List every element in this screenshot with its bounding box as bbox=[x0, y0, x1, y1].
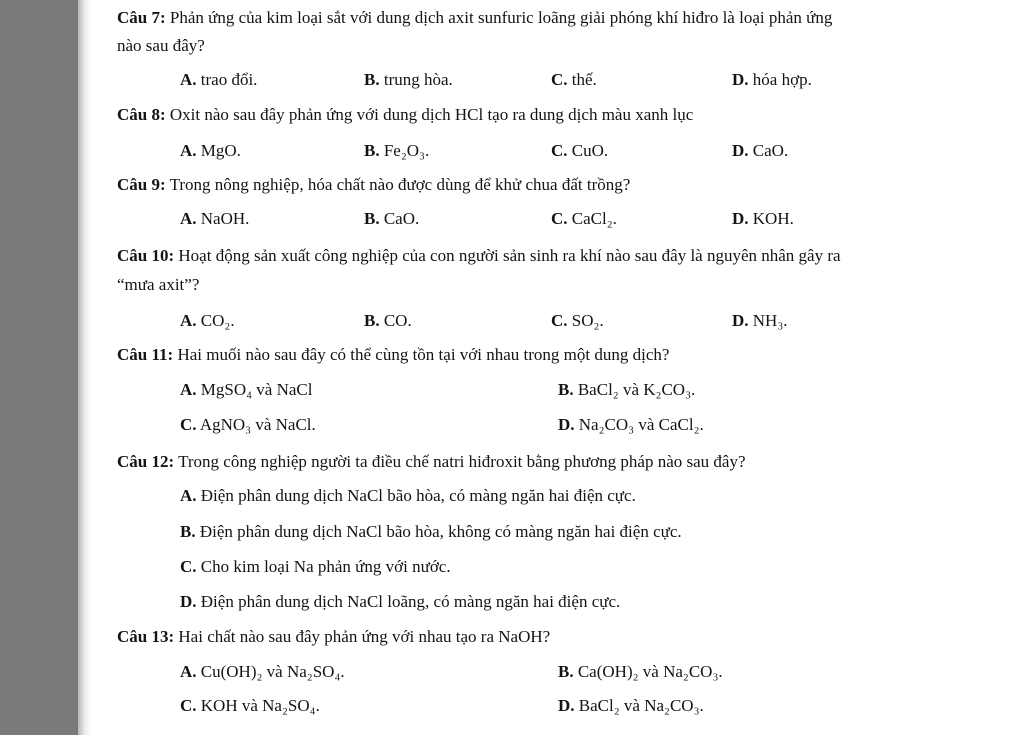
question-11 bbox=[117, 345, 669, 365]
option-letter: A. bbox=[180, 311, 197, 330]
option-13a bbox=[180, 662, 345, 682]
option-letter: C. bbox=[180, 696, 197, 715]
option-text: Cho kim loại Na phản ứng với nước. bbox=[200, 557, 451, 576]
option-10c bbox=[551, 311, 604, 331]
option-11b bbox=[558, 380, 695, 400]
option-7c bbox=[551, 70, 597, 90]
question-text: Oxit nào sau đây phản ứng với dung dịch HCl tạo ra dung dịch màu xanh lục bbox=[169, 105, 694, 124]
option-10a bbox=[180, 311, 235, 331]
option-text: KOH và Na₂SO₄. bbox=[200, 696, 320, 715]
option-letter: D. bbox=[180, 592, 197, 611]
option-letter: B. bbox=[364, 311, 380, 330]
option-text: hóa hợp. bbox=[752, 70, 812, 89]
question-number: Câu 12: bbox=[117, 452, 175, 471]
option-letter: C. bbox=[551, 209, 568, 228]
option-9b bbox=[364, 209, 419, 229]
option-8c bbox=[551, 141, 608, 161]
option-text: AgNO₃ và NaCl. bbox=[199, 415, 316, 434]
question-12 bbox=[117, 452, 746, 472]
question-text-continued: nào sau đây? bbox=[117, 36, 205, 55]
option-9a bbox=[180, 209, 249, 229]
question-10-continued bbox=[117, 275, 199, 295]
question-text: Trong công nghiệp người ta điều chế natri hiđroxit bằng phương pháp nào sau đây? bbox=[178, 452, 746, 471]
option-7a bbox=[180, 70, 257, 90]
question-text-continued: “mưa axit”? bbox=[117, 275, 200, 294]
option-text: NH₃. bbox=[752, 311, 788, 330]
option-text: BaCl₂ và Na₂CO₃. bbox=[578, 696, 704, 715]
question-number: Câu 13: bbox=[117, 627, 175, 646]
option-text: CaO. bbox=[752, 141, 789, 160]
option-letter: D. bbox=[732, 311, 749, 330]
option-letter: B. bbox=[364, 70, 380, 89]
option-letter: D. bbox=[558, 696, 575, 715]
option-11c bbox=[180, 415, 316, 435]
option-text: Điện phân dung dịch NaCl bão hòa, không có màng ngăn hai điện cực. bbox=[199, 522, 682, 541]
option-12d bbox=[180, 592, 620, 612]
option-text: Ca(OH)₂ và Na₂CO₃. bbox=[577, 662, 723, 681]
option-text: trao đổi. bbox=[200, 70, 258, 89]
question-number: Câu 7: bbox=[117, 8, 166, 27]
question-number: Câu 8: bbox=[117, 105, 166, 124]
option-10b bbox=[364, 311, 412, 331]
option-text: SO₂. bbox=[571, 311, 604, 330]
option-11a bbox=[180, 380, 313, 400]
option-9d bbox=[732, 209, 794, 229]
option-letter: B. bbox=[364, 209, 380, 228]
option-text: BaCl₂ và K₂CO₃. bbox=[577, 380, 696, 399]
option-10d bbox=[732, 311, 788, 331]
option-letter: A. bbox=[180, 662, 197, 681]
option-letter: C. bbox=[551, 311, 568, 330]
option-8a bbox=[180, 141, 241, 161]
option-text: Fe₂O₃. bbox=[383, 141, 430, 160]
question-text: Hoạt động sản xuất công nghiệp của con người sản sinh ra khí nào sau đây là nguyên nhân gây ra bbox=[178, 246, 841, 265]
question-number: Câu 10: bbox=[117, 246, 175, 265]
option-12a bbox=[180, 486, 636, 506]
option-12c bbox=[180, 557, 451, 577]
question-number: Câu 9: bbox=[117, 175, 166, 194]
option-letter: A. bbox=[180, 380, 197, 399]
option-letter: C. bbox=[551, 141, 568, 160]
option-letter: A. bbox=[180, 486, 197, 505]
option-letter: D. bbox=[732, 70, 749, 89]
option-text: Cu(OH)₂ và Na₂SO₄. bbox=[200, 662, 345, 681]
option-text: CO. bbox=[383, 311, 412, 330]
option-text: trung hòa. bbox=[383, 70, 453, 89]
option-letter: B. bbox=[558, 662, 574, 681]
viewer-side-bar bbox=[0, 0, 78, 735]
option-text: Na₂CO₃ và CaCl₂. bbox=[578, 415, 704, 434]
option-8b bbox=[364, 141, 429, 161]
option-text: CO₂. bbox=[200, 311, 235, 330]
option-text: NaOH. bbox=[200, 209, 250, 228]
option-text: KOH. bbox=[752, 209, 794, 228]
option-letter: B. bbox=[364, 141, 380, 160]
option-letter: C. bbox=[551, 70, 568, 89]
option-letter: A. bbox=[180, 141, 197, 160]
question-text: Phản ứng của kim loại sắt với dung dịch axit sunfuric loãng giải phóng khí hiđro là loại phản ứng bbox=[169, 8, 833, 27]
option-text: Điện phân dung dịch NaCl loãng, có màng ngăn hai điện cực. bbox=[200, 592, 621, 611]
option-text: CuO. bbox=[571, 141, 609, 160]
question-9 bbox=[117, 175, 630, 195]
option-letter: D. bbox=[732, 209, 749, 228]
option-13d bbox=[558, 696, 704, 716]
option-11d bbox=[558, 415, 704, 435]
question-7 bbox=[117, 8, 832, 28]
option-text: CaCl₂. bbox=[571, 209, 617, 228]
option-9c bbox=[551, 209, 617, 229]
option-letter: C. bbox=[180, 557, 197, 576]
option-letter: B. bbox=[180, 522, 196, 541]
question-10 bbox=[117, 246, 841, 266]
question-13 bbox=[117, 627, 550, 647]
option-letter: B. bbox=[558, 380, 574, 399]
option-text: MgSO₄ và NaCl bbox=[200, 380, 313, 399]
option-12b bbox=[180, 522, 682, 542]
question-number: Câu 11: bbox=[117, 345, 174, 364]
option-letter: A. bbox=[180, 209, 197, 228]
option-7d bbox=[732, 70, 812, 90]
option-text: thế. bbox=[571, 70, 597, 89]
option-letter: A. bbox=[180, 70, 197, 89]
question-text: Hai chất nào sau đây phản ứng với nhau tạo ra NaOH? bbox=[178, 627, 551, 646]
option-13c bbox=[180, 696, 320, 716]
option-letter: D. bbox=[558, 415, 575, 434]
document-page bbox=[92, 0, 1024, 735]
option-text: MgO. bbox=[200, 141, 241, 160]
option-7b bbox=[364, 70, 453, 90]
option-8d bbox=[732, 141, 788, 161]
question-text: Trong nông nghiệp, hóa chất nào được dùng để khử chua đất trồng? bbox=[169, 175, 631, 194]
page-shadow-edge bbox=[78, 0, 92, 735]
option-text: CaO. bbox=[383, 209, 420, 228]
option-text: Điện phân dung dịch NaCl bão hòa, có màng ngăn hai điện cực. bbox=[200, 486, 636, 505]
option-letter: D. bbox=[732, 141, 749, 160]
option-13b bbox=[558, 662, 723, 682]
question-8 bbox=[117, 105, 693, 125]
option-letter: C. bbox=[180, 415, 197, 434]
question-text: Hai muối nào sau đây có thể cùng tồn tại với nhau trong một dung dịch? bbox=[177, 345, 670, 364]
question-7-continued bbox=[117, 36, 205, 56]
